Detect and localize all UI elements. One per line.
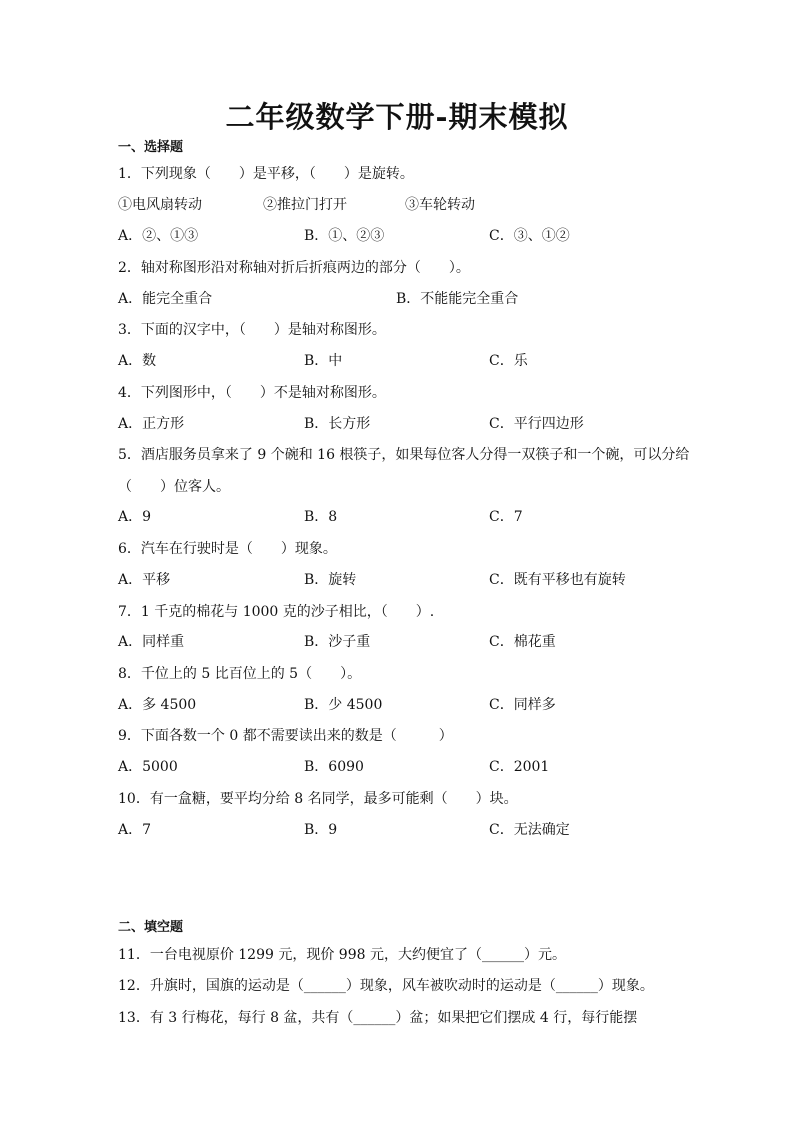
question-10: 10．有一盒糖，要平均分给 8 名同学，最多可能剩（ ）块。 — [118, 791, 518, 807]
q10-option-b: B．9 — [304, 822, 338, 838]
q6-option-c: C．既有平移也有旋转 — [489, 572, 626, 588]
question-8: 8．千位上的 5 比百位上的 5（ ）。 — [118, 666, 362, 682]
section-heading-fill: 二、填空题 — [118, 920, 184, 935]
q9-option-c: C．2001 — [489, 759, 550, 775]
question-11: 11．一台电视原价 1299 元，现价 998 元，大约便宜了（______）元。 — [118, 947, 566, 963]
q8-option-b: B．少 4500 — [304, 697, 383, 713]
question-1: 1．下列现象（ ）是平移，（ ）是旋转。 — [118, 166, 414, 182]
q1-phenomenon-1: ①电风扇转动 — [118, 197, 202, 213]
section-heading-choice: 一、选择题 — [118, 140, 184, 155]
q7-option-a: A．同样重 — [118, 634, 185, 650]
q8-option-a: A．多 4500 — [118, 697, 197, 713]
q10-option-a: A．7 — [118, 822, 152, 838]
q5-option-b: B．8 — [304, 509, 338, 525]
q3-option-a: A．数 — [118, 353, 157, 369]
q9-option-b: B．6090 — [304, 759, 364, 775]
q1-phenomenon-2: ②推拉门打开 — [263, 197, 347, 213]
q3-option-b: B．中 — [304, 353, 343, 369]
q1-option-b: B．①、②③ — [304, 228, 385, 244]
q8-option-c: C．同样多 — [489, 697, 556, 713]
q1-option-a: A．②、①③ — [118, 228, 199, 244]
q1-phenomenon-3: ③车轮转动 — [405, 197, 475, 213]
question-7: 7．1 千克的棉花与 1000 克的沙子相比，（ ）. — [118, 604, 435, 620]
question-5: 5．酒店服务员拿来了 9 个碗和 16 根筷子，如果每位客人分得一双筷子和一个碗，可以分给 — [118, 447, 690, 463]
question-4: 4．下列图形中，（ ）不是轴对称图形。 — [118, 385, 386, 401]
question-6: 6．汽车在行驶时是（ ）现象。 — [118, 541, 337, 557]
q6-option-a: A．平移 — [118, 572, 171, 588]
question-2: 2．轴对称图形沿对称轴对折后折痕两边的部分（ ）。 — [118, 260, 470, 276]
q7-option-b: B．沙子重 — [304, 634, 371, 650]
q6-option-b: B．旋转 — [304, 572, 357, 588]
q5-option-a: A．9 — [118, 509, 152, 525]
question-12: 12．升旗时，国旗的运动是（______）现象，风车被吹动时的运动是（______）现象。 — [118, 978, 654, 994]
q5-option-c: C．7 — [489, 509, 523, 525]
question-13: 13．有 3 行梅花，每行 8 盆，共有（______）盆；如果把它们摆成 4 行，每行能摆 — [118, 1010, 638, 1026]
q3-option-c: C．乐 — [489, 353, 528, 369]
question-9: 9．下面各数一个 0 都不需要读出来的数是（ ） — [118, 728, 453, 744]
q4-option-a: A．正方形 — [118, 416, 185, 432]
q4-option-b: B．长方形 — [304, 416, 371, 432]
q1-option-c: C．③、①② — [489, 228, 570, 244]
q4-option-c: C．平行四边形 — [489, 416, 584, 432]
page-title: 二年级数学下册-期末模拟 — [225, 100, 569, 134]
question-5-continued: （ ）位客人。 — [118, 479, 230, 495]
question-3: 3．下面的汉字中，（ ）是轴对称图形。 — [118, 322, 386, 338]
q9-option-a: A．5000 — [118, 759, 178, 775]
q2-option-b: B．不能能完全重合 — [396, 291, 519, 307]
q10-option-c: C．无法确定 — [489, 822, 570, 838]
q7-option-c: C．棉花重 — [489, 634, 556, 650]
q2-option-a: A．能完全重合 — [118, 291, 213, 307]
